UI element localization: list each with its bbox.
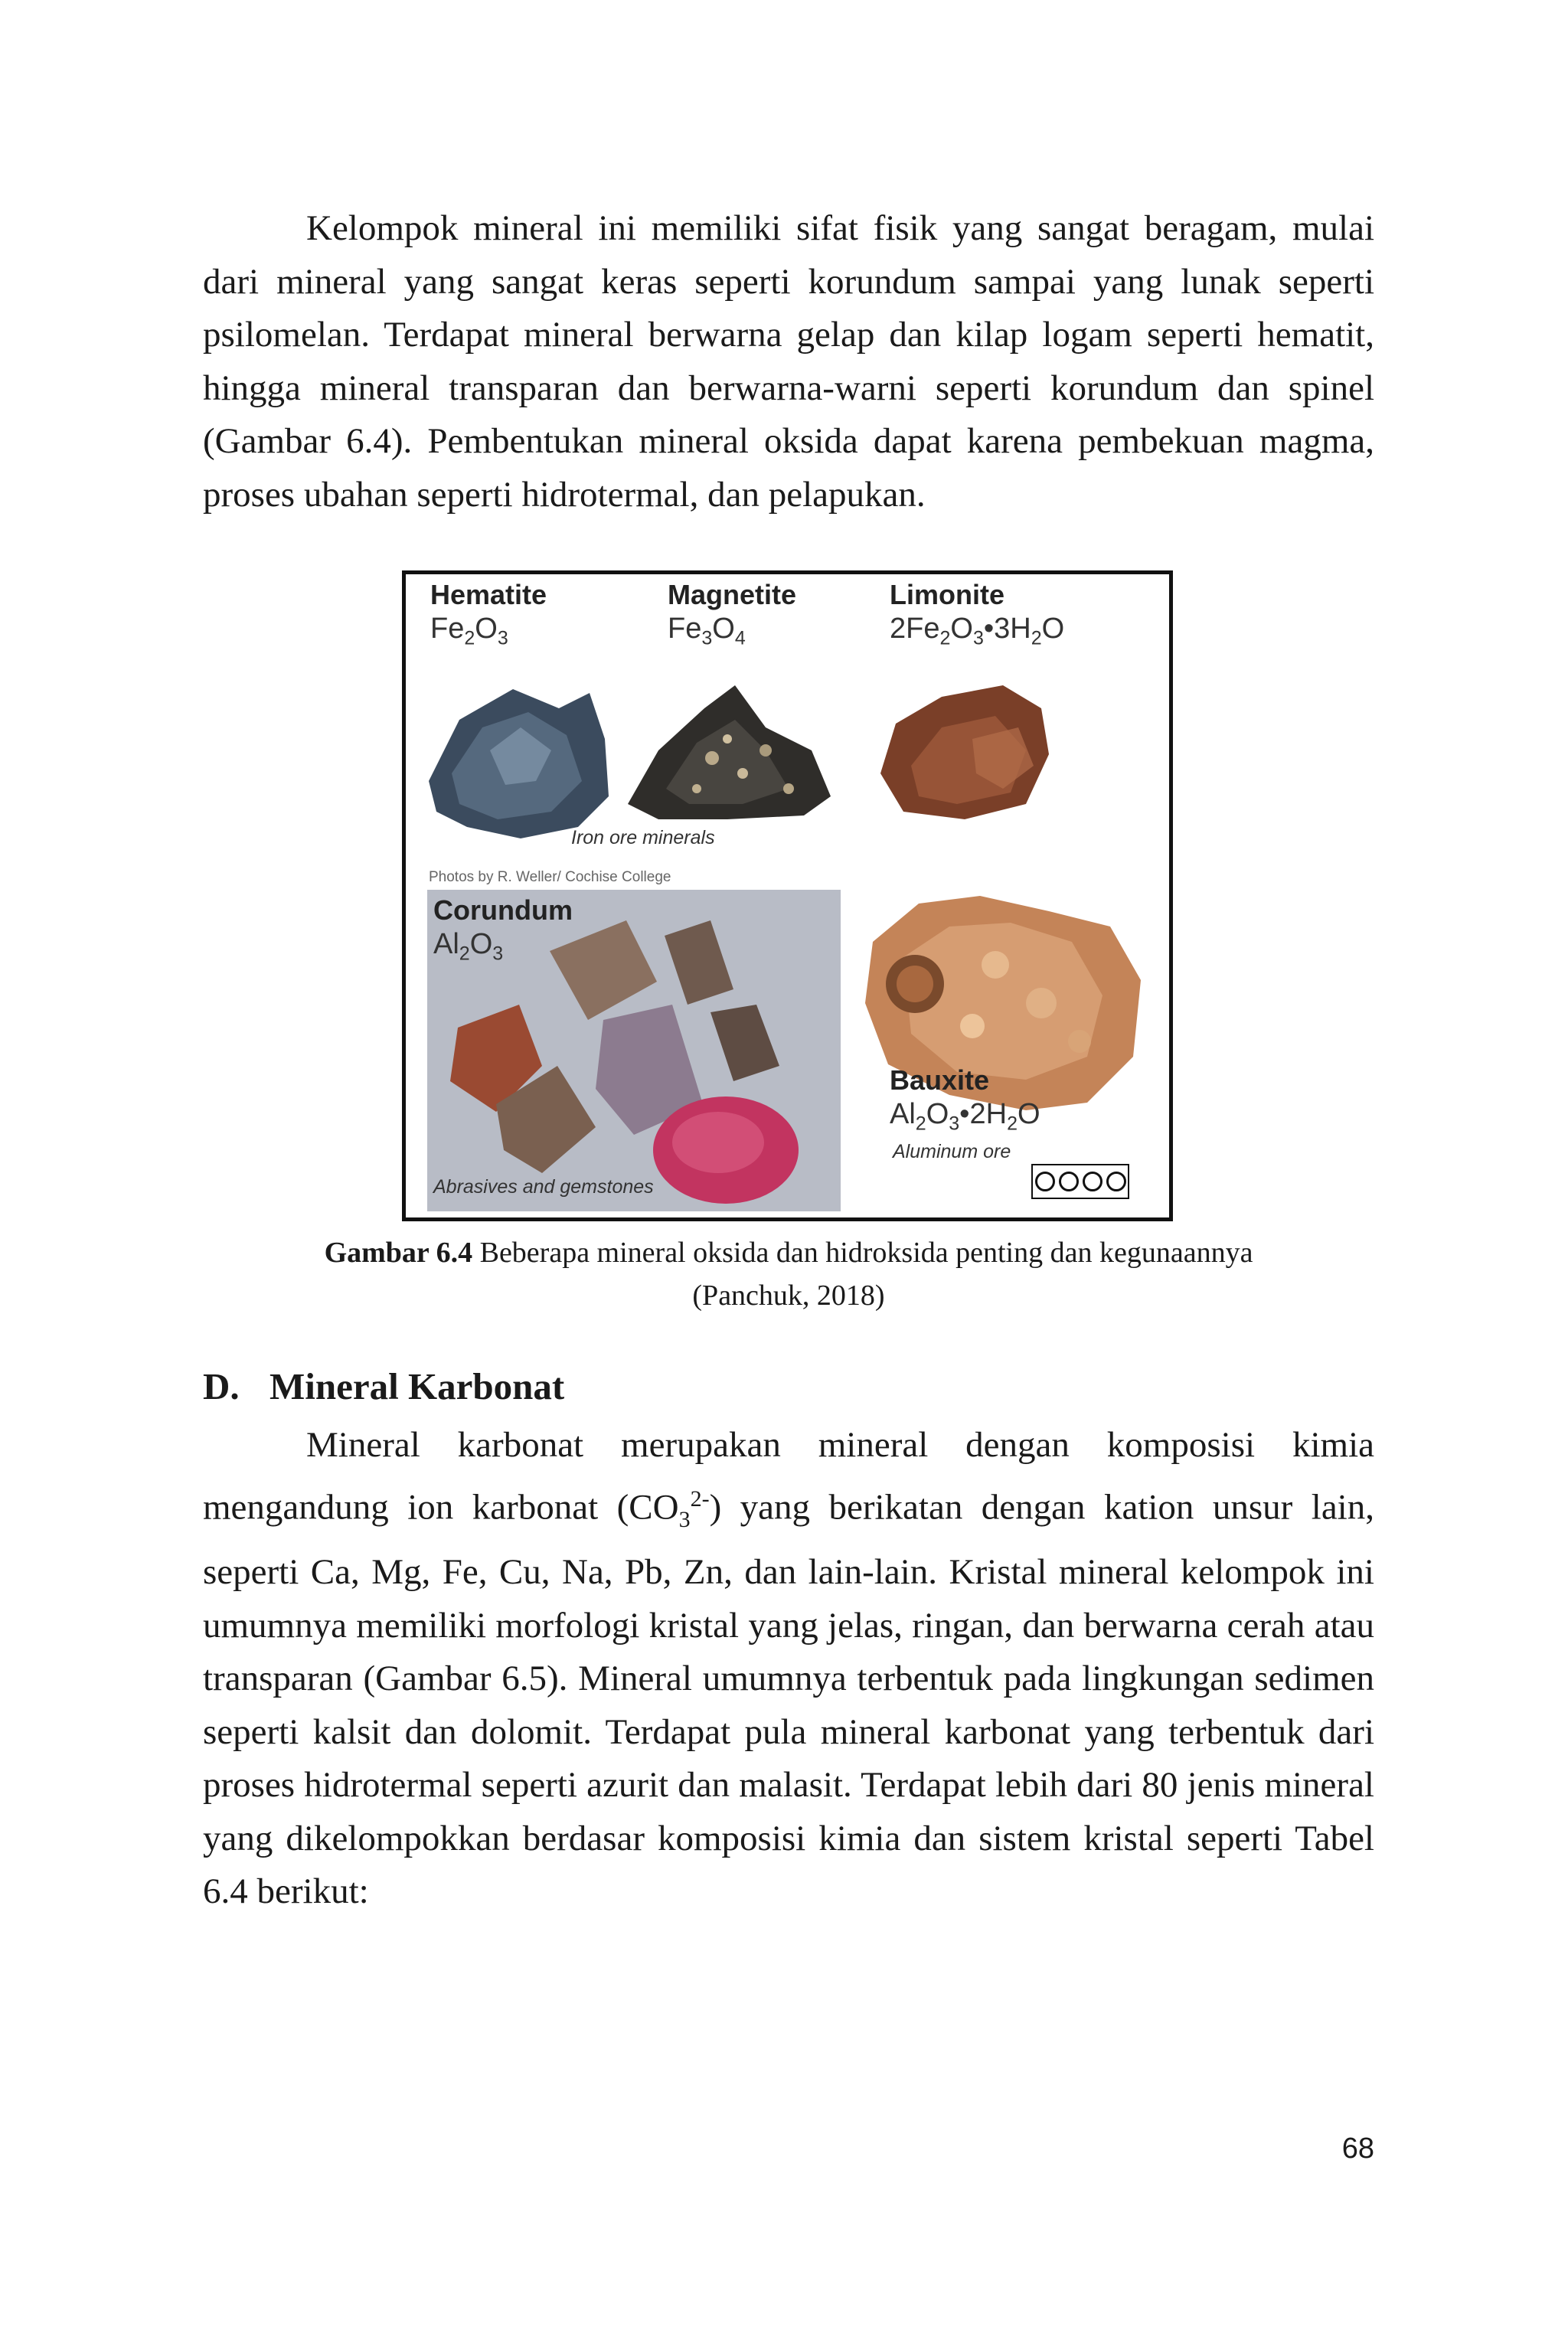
figure-caption xyxy=(203,1231,1374,1317)
bauxite-note: Aluminum ore xyxy=(893,1141,1011,1162)
caption-label: Gambar 6.4 xyxy=(324,1237,473,1269)
hematite-formula: $Fe_2O_3$ xyxy=(430,613,508,649)
hematite-label: Hematite xyxy=(430,579,547,610)
caption-source: (Panchuk, 2018) xyxy=(692,1280,885,1312)
paragraph-carbonate: Mineral karbonat merupakan mineral dengan komposisi kimia mengandung ion karbonat $(CO_3^{2-})$ yang berikatan dengan kation unsur lain, seperti Ca, Mg, Fe, Cu, Na, Pb, Zn, dan lain-lain. Kristal mineral kelompok ini umumnya memiliki morfologi kristal yang jelas, ringan, dan berwarna cerah atau transparan (Gambar 6.5). Mineral umumnya terbentuk pada lingkungan sedimen seperti kalsit dan dolomit. Terdapat pula mineral karbonat yang terbentuk dari proses hidrotermal seperti azurit dan malasit. Terdapat lebih dari 80 jenis mineral yang dikelompokkan berdasar komposisi kimia dan sistem kristal seperti Tabel 6.4 berikut: xyxy=(203,1425,1374,1912)
corundum-label: Corundum xyxy=(433,894,573,926)
corundum-formula: $Al_2O_3$ xyxy=(433,928,504,965)
bauxite-label: Bauxite xyxy=(890,1064,990,1096)
section-number: D. xyxy=(203,1365,240,1407)
creative-commons-license-icon xyxy=(1031,1164,1129,1199)
limonite-label: Limonite xyxy=(890,579,1004,610)
page-number: 68 xyxy=(1341,2133,1374,2165)
paragraph-oxide-properties: Kelompok mineral ini memiliki sifat fisik yang sangat beragam, mulai dari mineral yang sangat keras seperti korundum sampai yang lunak seperti psilomelan. Terdapat mineral berwarna gelap dan kilap logam seperti hematit, hingga mineral transparan dan berwarna-warni seperti korundum dan spinel (Gambar 6.4). Pembentukan mineral oksida dapat karena pembekuan magma, proses ubahan seperti hidrotermal, dan pelapukan. xyxy=(203,208,1374,515)
photo-credit: Photos by R. Weller/ Cochise College xyxy=(429,869,671,885)
caption-text: Beberapa mineral oksida dan hidroksida penting dan kegunaannya xyxy=(472,1237,1253,1269)
section-title: Mineral Karbonat xyxy=(270,1365,565,1407)
magnetite-label: Magnetite xyxy=(668,579,797,610)
abrasives-caption: Abrasives and gemstones xyxy=(433,1176,654,1198)
magnetite-formula: $Fe_3O_4$ xyxy=(668,613,746,649)
limonite-formula: $2Fe_2O_3•3H_2O$ xyxy=(890,613,1065,649)
bauxite-formula: $Al_2O_3•2H_2O$ xyxy=(890,1098,1040,1135)
figure-oxide-minerals xyxy=(402,570,1173,1221)
iron-ore-caption: Iron ore minerals xyxy=(571,827,715,848)
section-heading xyxy=(203,1364,564,1408)
